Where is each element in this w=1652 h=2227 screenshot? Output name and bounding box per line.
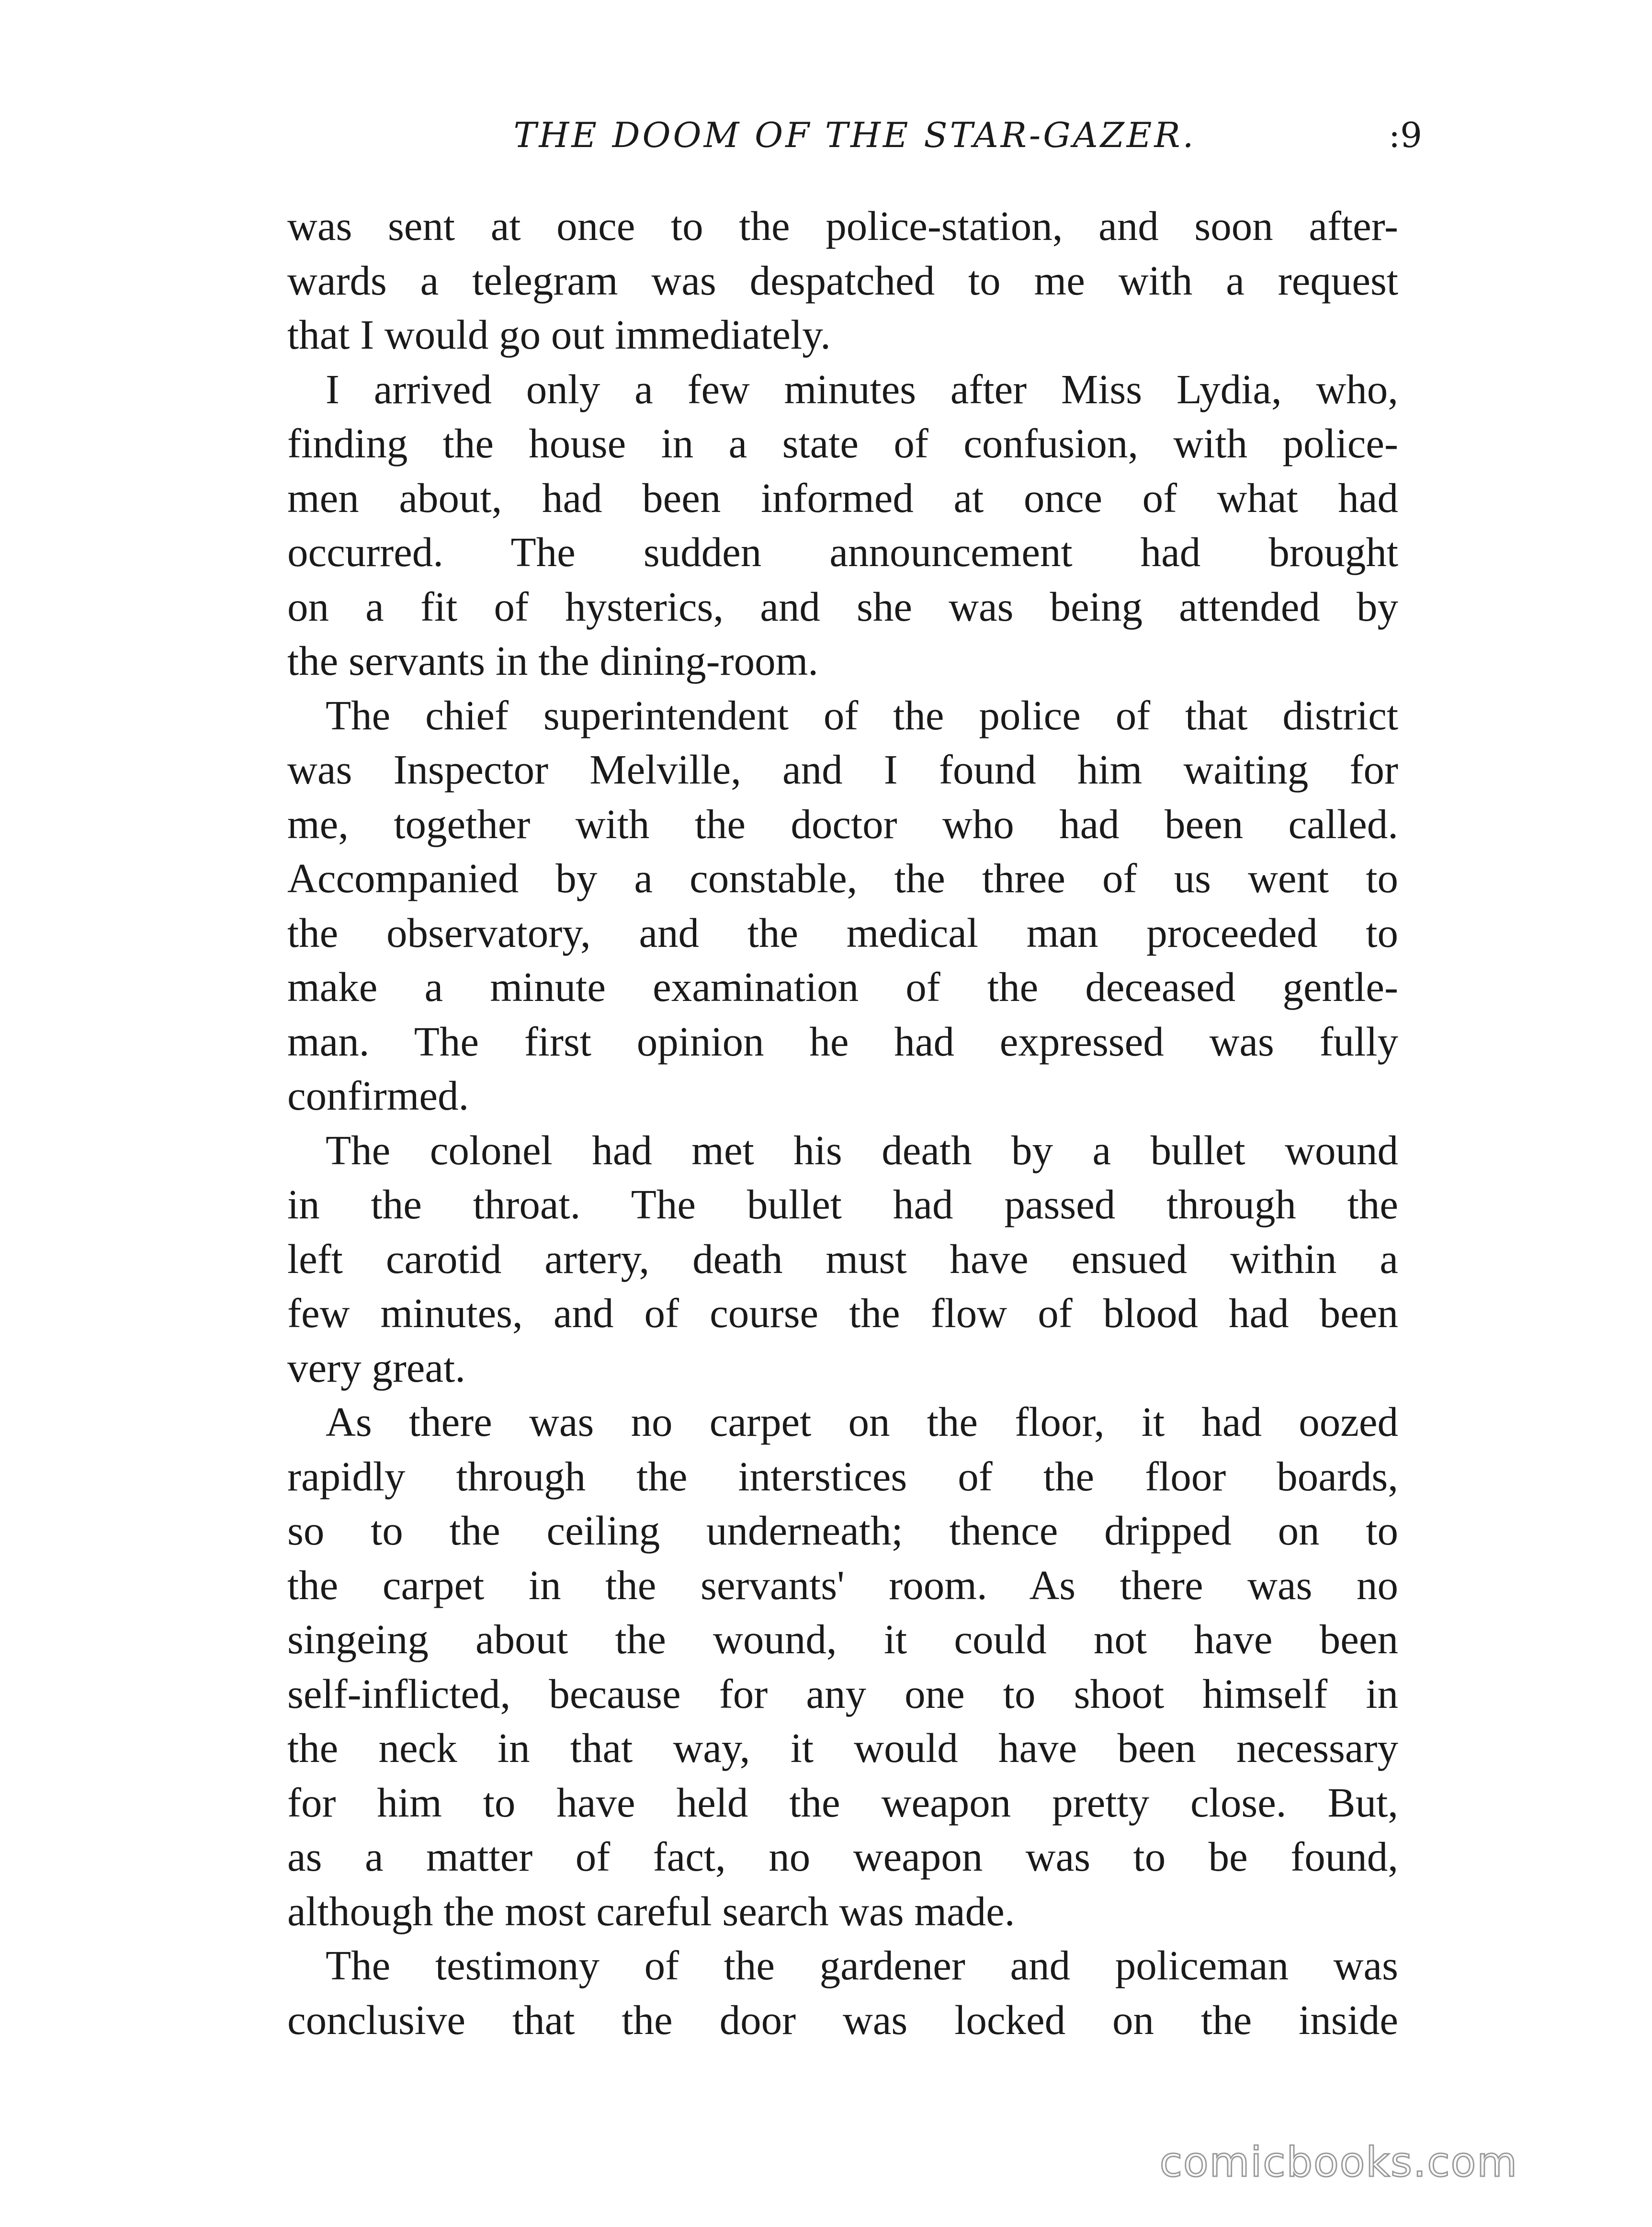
paragraph (287, 199, 1398, 362)
text-line: finding the house in a state of confusion, with police- (287, 420, 1398, 466)
paragraph (287, 1395, 1398, 1938)
text-line: I arrived only a few minutes after Miss Lydia, who, (326, 365, 1398, 412)
text-line: self-inflicted, because for any one to shoot himself in (287, 1670, 1398, 1717)
text-line: The chief superintendent of the police of that district (326, 692, 1398, 739)
text-line: in the throat. The bullet had passed through the (287, 1181, 1398, 1227)
text-line: The colonel had met his death by a bullet wound (326, 1126, 1398, 1173)
text-line: very great. (287, 1344, 465, 1391)
text-line: man. The first opinion he had expressed was fully (287, 1018, 1398, 1065)
text-line: as a matter of fact, no weapon was to be found, (287, 1833, 1398, 1880)
text-line: on a fit of hysterics, and she was being attended by (287, 583, 1398, 630)
watermark-logo: comicbooks.com (1159, 2138, 1518, 2186)
text-line: few minutes, and of course the flow of blood had been (287, 1290, 1398, 1336)
running-title: THE DOOM OF THE STAR-GAZER. (513, 115, 1196, 155)
paragraph (287, 688, 1398, 1123)
body-text (287, 199, 1398, 2047)
text-line: Accompanied by a constable, the three of us went to (287, 855, 1398, 901)
text-line: rapidly through the interstices of the floor boards, (287, 1453, 1398, 1500)
text-line: make a minute examination of the deceased gentle- (287, 964, 1398, 1010)
text-line: confirmed. (287, 1072, 469, 1119)
text-line: wards a telegram was despatched to me with a request (287, 257, 1398, 304)
paragraph (287, 1123, 1398, 1395)
paragraph (287, 362, 1398, 688)
text-line: me, together with the doctor who had been called. (287, 800, 1398, 847)
text-line: although the most careful search was made. (287, 1887, 1015, 1934)
text-line: conclusive that the door was locked on the inside (287, 1996, 1398, 2043)
text-line: As there was no carpet on the floor, it had oozed (326, 1398, 1398, 1445)
text-line: the servants in the dining-room. (287, 637, 819, 684)
text-line: occurred. The sudden announcement had brought (287, 529, 1398, 575)
text-line: was Inspector Melville, and I found him waiting for (287, 746, 1398, 793)
text-line: the observatory, and the medical man proceeded to (287, 909, 1398, 956)
page-number: :9 (1388, 115, 1422, 155)
text-line: the neck in that way, it would have been necessary (287, 1725, 1398, 1771)
running-head (287, 115, 1422, 172)
text-line: so to the ceiling underneath; thence dripped on to (287, 1507, 1398, 1554)
text-line: the carpet in the servants' room. As there was no (287, 1561, 1398, 1608)
text-line: men about, had been informed at once of what had (287, 474, 1398, 521)
text-line: The testimony of the gardener and policeman was (326, 1942, 1398, 1988)
text-line: was sent at once to the police-station, and soon after- (287, 203, 1398, 249)
text-line: that I would go out immediately. (287, 311, 831, 358)
text-line: for him to have held the weapon pretty close. But, (287, 1779, 1398, 1826)
text-line: singeing about the wound, it could not have been (287, 1616, 1398, 1662)
text-line: left carotid artery, death must have ensued within a (287, 1235, 1398, 1282)
paragraph (287, 1938, 1398, 2047)
